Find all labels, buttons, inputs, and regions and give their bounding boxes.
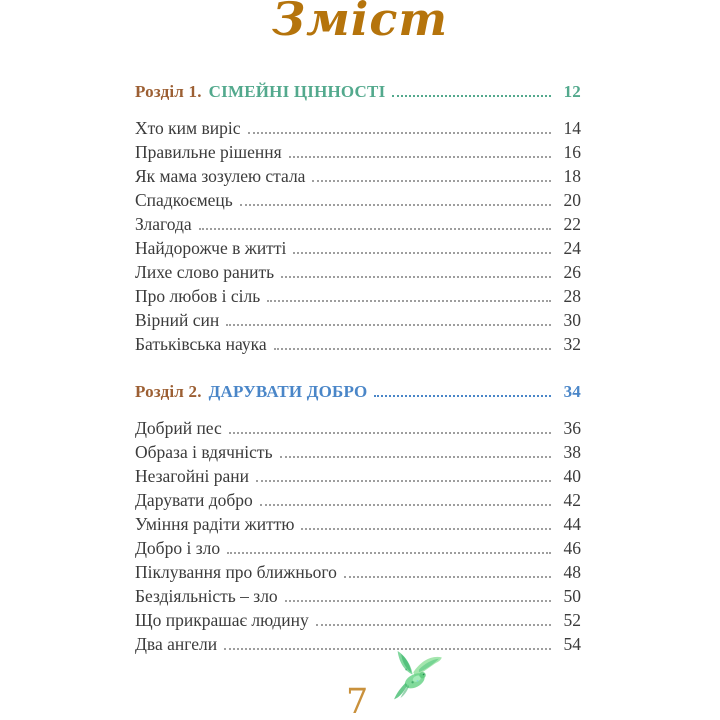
toc-entry-title: Дарувати добро	[135, 490, 253, 510]
toc-entry-page: 26	[563, 262, 581, 282]
section-prefix: Розділ 1.	[135, 82, 202, 101]
toc-entry-page: 18	[563, 166, 581, 186]
section-prefix: Розділ 2.	[135, 382, 202, 401]
leader-dots	[392, 95, 551, 97]
toc-entry	[135, 142, 581, 166]
toc-entry-title: Добрий пес	[135, 418, 222, 438]
section-title: ДАРУВАТИ ДОБРО	[208, 382, 368, 401]
toc-entry-title: Образа і вдячність	[135, 442, 273, 462]
bird-watercolor-icon	[382, 648, 446, 708]
toc-entry-title: Два ангели	[135, 634, 218, 654]
leader-dots	[293, 252, 551, 254]
leader-dots	[312, 180, 551, 182]
leader-dots	[281, 276, 551, 278]
leader-dots	[260, 504, 551, 506]
toc-entry-page: 14	[563, 118, 581, 138]
toc-entry	[135, 262, 581, 286]
toc-entry-page: 42	[563, 490, 581, 510]
toc-entry-title: Злагода	[135, 214, 192, 234]
toc-entry-title: Бездіяльність – зло	[135, 586, 278, 606]
toc-entry-title: Що прикрашає людину	[135, 610, 309, 630]
toc-entry	[135, 490, 581, 514]
toc-entry-page: 54	[563, 634, 581, 654]
toc-entry	[135, 466, 581, 490]
toc-entry-page: 48	[563, 562, 581, 582]
toc-entry	[135, 442, 581, 466]
toc-entry	[135, 286, 581, 310]
section-page-number: 34	[563, 382, 581, 401]
toc-entry-page: 22	[563, 214, 581, 234]
toc-entry	[135, 634, 581, 658]
toc-entry-title: Найдорожче в житті	[135, 238, 287, 258]
toc-entry	[135, 310, 581, 334]
toc-entry-title: Лихе слово ранить	[135, 262, 275, 282]
page-title: Зміст	[271, 0, 449, 46]
toc-entry-title: Незагойні рани	[135, 466, 250, 486]
leader-dots	[274, 348, 551, 350]
toc-entry-page: 40	[563, 466, 581, 486]
leader-dots	[229, 432, 551, 434]
toc-entry-title: Уміння радіти життю	[135, 514, 295, 534]
leader-dots	[285, 600, 551, 602]
toc-entry	[135, 586, 581, 610]
section-1-entries	[135, 118, 581, 358]
section-title: СІМЕЙНІ ЦІННОСТІ	[208, 82, 386, 101]
toc-entry-page: 50	[563, 586, 581, 606]
toc-entry-page: 24	[563, 238, 581, 258]
leader-dots	[316, 624, 551, 626]
leader-dots	[240, 204, 551, 206]
toc-entry	[135, 562, 581, 586]
leader-dots	[227, 552, 551, 554]
toc-entry-page: 38	[563, 442, 581, 462]
toc-entry-page: 44	[563, 514, 581, 534]
toc-entry	[135, 118, 581, 142]
toc-entry-page: 52	[563, 610, 581, 630]
toc-entry	[135, 166, 581, 190]
toc-entry-title: Правильне рішення	[135, 142, 282, 162]
toc-entry	[135, 238, 581, 262]
leader-dots	[280, 456, 551, 458]
toc-entry-page: 16	[563, 142, 581, 162]
toc-entry-title: Про любов і сіль	[135, 286, 261, 306]
leader-dots	[374, 395, 551, 397]
toc-entry-title: Спадкоємець	[135, 190, 233, 210]
toc-entry-page: 28	[563, 286, 581, 306]
leader-dots	[344, 576, 551, 578]
section-divider-space	[135, 358, 581, 382]
leader-dots	[289, 156, 551, 158]
section-page-number: 12	[563, 82, 581, 101]
toc-entry-title: Як мама зозулею стала	[135, 166, 306, 186]
toc-entry-title: Хто ким виріс	[135, 118, 241, 138]
toc-entry-title: Піклування про ближнього	[135, 562, 337, 582]
toc-entry-title: Батьківська наука	[135, 334, 267, 354]
section-heading-1	[135, 82, 581, 104]
table-of-contents	[135, 82, 581, 658]
toc-entry	[135, 610, 581, 634]
section-2-entries	[135, 418, 581, 658]
leader-dots	[248, 132, 551, 134]
leader-dots	[226, 324, 551, 326]
toc-entry	[135, 418, 581, 442]
folio-page-number: 7	[346, 682, 369, 720]
toc-entry-page: 30	[563, 310, 581, 330]
toc-entry	[135, 190, 581, 214]
toc-entry-page: 20	[563, 190, 581, 210]
section-heading-2	[135, 382, 581, 404]
toc-entry-title: Вірний син	[135, 310, 220, 330]
leader-dots	[301, 528, 551, 530]
leader-dots	[267, 300, 551, 302]
toc-entry-page: 32	[563, 334, 581, 354]
toc-entry-page: 36	[563, 418, 581, 438]
toc-entry	[135, 214, 581, 238]
toc-entry	[135, 334, 581, 358]
leader-dots	[199, 228, 551, 230]
toc-entry	[135, 538, 581, 562]
toc-entry	[135, 514, 581, 538]
toc-entry-title: Добро і зло	[135, 538, 221, 558]
leader-dots	[256, 480, 551, 482]
toc-entry-page: 46	[563, 538, 581, 558]
